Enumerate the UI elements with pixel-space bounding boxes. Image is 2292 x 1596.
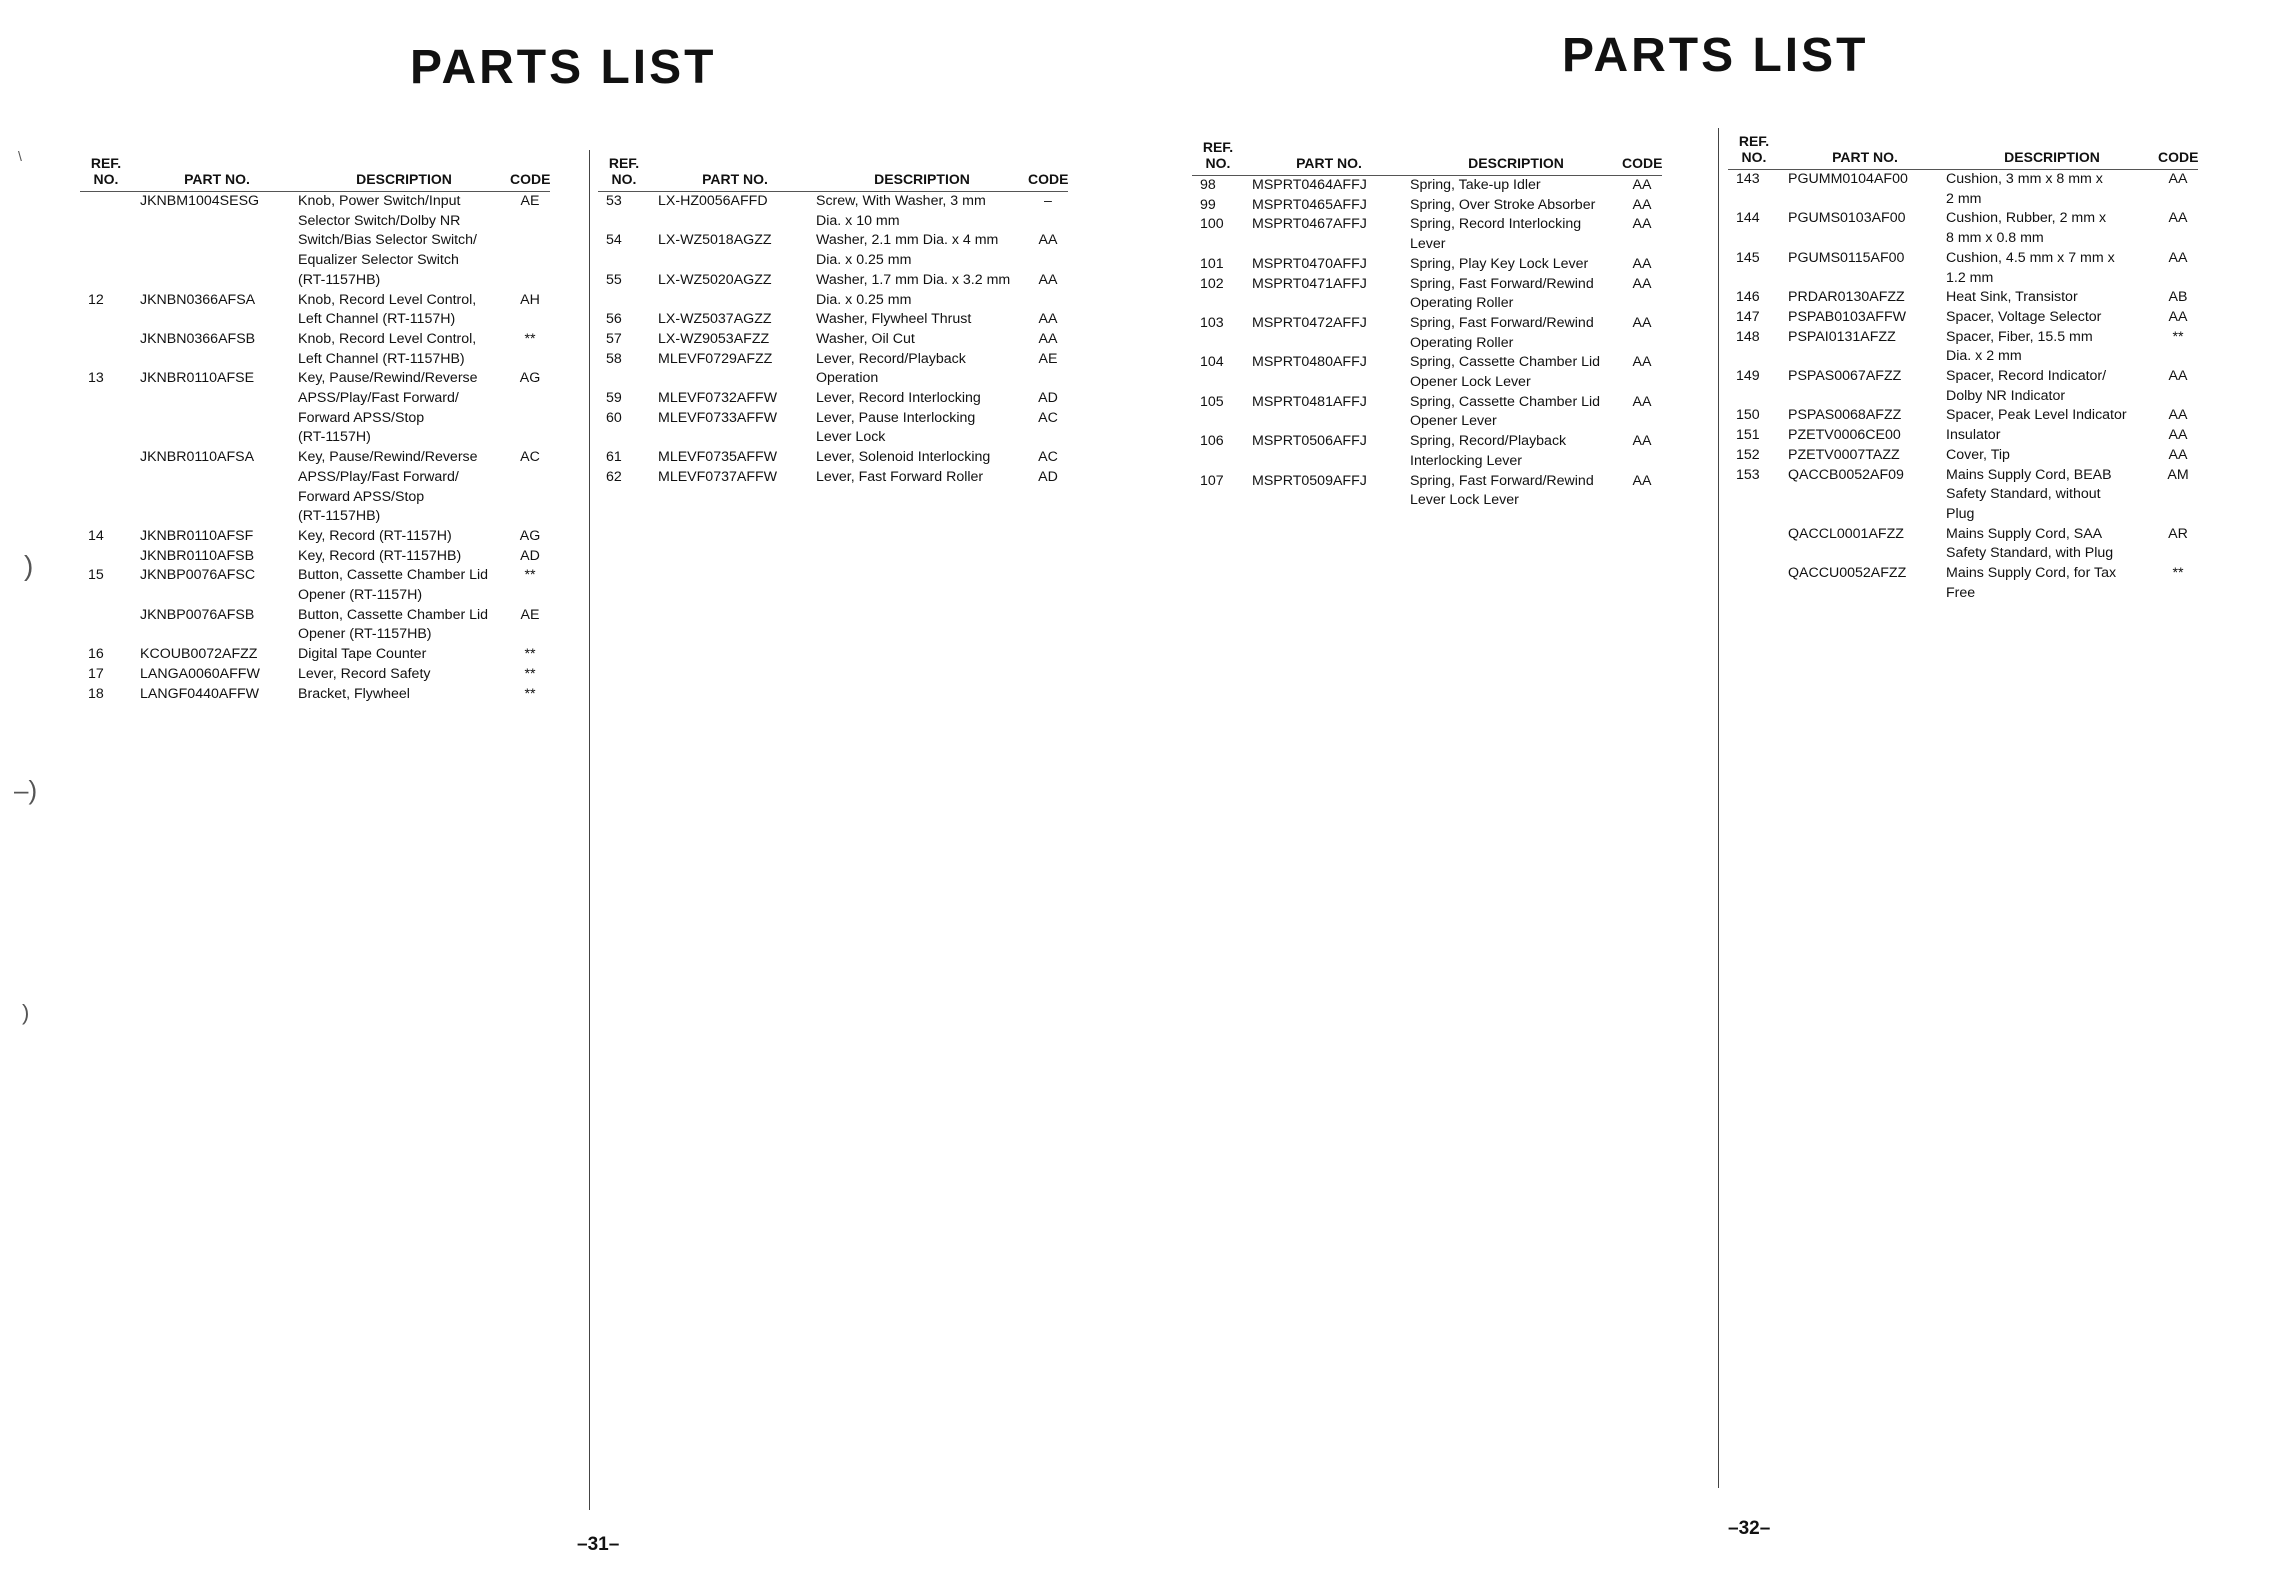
price-code: ** [524, 330, 536, 347]
ref-no: 103 [1200, 314, 1224, 331]
table-row [1728, 367, 2198, 406]
price-code: AE [520, 193, 540, 209]
table-row [80, 566, 550, 605]
table-row [1728, 249, 2198, 288]
header-description: DESCRIPTION [2004, 149, 2100, 165]
ref-no: 17 [88, 665, 104, 682]
table-row [80, 685, 550, 705]
description: Button, Cassette Chamber Lid Opener (RT-1157H) [298, 567, 489, 604]
table-row [1728, 406, 2198, 426]
ref-no: 102 [1200, 275, 1224, 292]
part-no: PGUMM0104AF00 [1788, 171, 1908, 187]
header-code: CODE [2158, 149, 2199, 165]
header-description: DESCRIPTION [356, 171, 452, 187]
price-code: AA [1632, 255, 1652, 272]
column-header [80, 150, 550, 192]
table-row [1192, 196, 1662, 216]
price-code: AH [520, 291, 540, 308]
part-no: MSPRT0480AFFJ [1252, 354, 1367, 371]
price-code: ** [524, 646, 536, 663]
table-row [80, 291, 550, 330]
description: Knob, Record Level Control, Left Channel (RT-1157H) [298, 291, 477, 328]
page-number: –31– [577, 1534, 620, 1555]
part-no: JKNBR0110AFSA [140, 449, 255, 466]
description: Spring, Fast Forward/Rewind Lever Lock Lever [1410, 472, 1594, 509]
description: Heat Sink, Transistor [1946, 289, 2078, 306]
price-code: AC [1038, 409, 1058, 426]
table-row [598, 330, 1068, 350]
price-code: AA [1038, 232, 1058, 249]
part-no: MLEVF0735AFFW [658, 449, 778, 466]
price-code: AA [2168, 171, 2188, 187]
ref-no: 54 [606, 232, 622, 249]
ref-no: 59 [606, 390, 622, 407]
part-no: JKNBM1004SESG [140, 193, 260, 209]
description: Mains Supply Cord, BEAB Safety Standard, without Plug [1946, 466, 2112, 522]
ref-no: 144 [1736, 210, 1760, 227]
part-no: MLEVF0737AFFW [658, 468, 778, 485]
price-code: AA [2168, 308, 2188, 325]
description: Washer, 1.7 mm Dia. x 3.2 mm Dia. x 0.25 mm [816, 271, 1011, 308]
table-row [1728, 446, 2198, 466]
page-32 [1146, 0, 2292, 1596]
price-code: AA [2168, 368, 2188, 385]
table-row [1192, 215, 1662, 254]
column-header [1728, 128, 2198, 170]
header-ref-no: REF. NO. [90, 155, 122, 187]
parts-column-3 [1192, 134, 1662, 511]
price-code: AR [2168, 525, 2188, 542]
parts-column-2 [598, 150, 1068, 488]
part-no: MSPRT0472AFFJ [1252, 314, 1367, 331]
description: Spring, Record/Playback Interlocking Lever [1410, 433, 1567, 469]
description: Mains Supply Cord, SAA Safety Standard, with Plug [1946, 525, 2114, 562]
ref-no: 150 [1736, 407, 1760, 424]
ref-no: 146 [1736, 289, 1760, 306]
header-part-no: PART NO. [702, 171, 768, 187]
price-code: ** [2172, 565, 2184, 582]
ref-no: 16 [88, 646, 104, 663]
part-no: MSPRT0509AFFJ [1252, 472, 1367, 489]
table-row [598, 468, 1068, 488]
description: Cushion, Rubber, 2 mm x 8 mm x 0.8 mm [1946, 210, 2107, 247]
column-header [598, 150, 1068, 192]
ref-no: 143 [1736, 171, 1760, 187]
description: Lever, Pause Interlocking Lever Lock [816, 409, 976, 446]
ref-no: 62 [606, 468, 622, 485]
part-no: MSPRT0481AFFJ [1252, 393, 1367, 410]
part-no: QACCL0001AFZZ [1788, 525, 1904, 542]
parts-rows [598, 192, 1068, 488]
description: Cushion, 3 mm x 8 mm x 2 mm [1946, 171, 2103, 207]
price-code: ** [524, 567, 536, 584]
description: Lever, Record/Playback Operation [816, 350, 966, 387]
price-code: AD [1038, 468, 1058, 485]
part-no: PSPAS0067AFZZ [1788, 368, 1902, 385]
table-row [80, 330, 550, 369]
description: Lever, Record Interlocking [816, 390, 981, 407]
part-no: MLEVF0733AFFW [658, 409, 778, 426]
ref-no: 57 [606, 330, 622, 347]
table-row [80, 369, 550, 448]
ref-no: 101 [1200, 255, 1224, 272]
price-code: AA [2168, 446, 2188, 463]
description: Spacer, Voltage Selector [1946, 308, 2102, 325]
description: Knob, Record Level Control, Left Channel (RT-1157HB) [298, 330, 477, 367]
table-row [1728, 170, 2198, 209]
description: Spring, Fast Forward/Rewind Operating Roller [1410, 275, 1594, 312]
table-row [598, 192, 1068, 231]
table-row [1192, 432, 1662, 471]
part-no: MLEVF0732AFFW [658, 390, 778, 407]
description: Key, Pause/Rewind/Reverse APSS/Play/Fast Forward/ Forward APSS/Stop (RT-1157H) [298, 370, 478, 446]
description: Spring, Cassette Chamber Lid Opener Lever [1410, 393, 1601, 430]
part-no: MLEVF0729AFZZ [658, 350, 773, 367]
ref-no: 152 [1736, 446, 1760, 463]
table-row [1192, 314, 1662, 353]
description: Key, Pause/Rewind/Reverse APSS/Play/Fast Forward/ Forward APSS/Stop (RT-1157HB) [298, 449, 478, 525]
part-no: MSPRT0506AFFJ [1252, 433, 1367, 450]
ref-no: 145 [1736, 249, 1760, 266]
price-code: AC [520, 449, 540, 466]
part-no: LX-WZ5037AGZZ [658, 311, 772, 328]
description: Button, Cassette Chamber Lid Opener (RT-1157HB) [298, 606, 489, 643]
part-no: JKNBP0076AFSB [140, 606, 255, 623]
price-code: AA [1632, 354, 1652, 371]
parts-column-4 [1728, 128, 2198, 603]
ref-no: 104 [1200, 354, 1224, 371]
ref-no: 60 [606, 409, 622, 426]
binding-mark: –) [14, 775, 38, 805]
binding-mark: ) [22, 1000, 30, 1025]
header-ref-no: REF. NO. [608, 155, 640, 187]
page-title: PARTS LIST [1562, 29, 1869, 82]
table-row [80, 606, 550, 645]
table-row [80, 448, 550, 527]
description: Lever, Fast Forward Roller [816, 468, 984, 485]
table-row [598, 448, 1068, 468]
ref-no: 153 [1736, 466, 1760, 483]
part-no: JKNBR0110AFSE [140, 370, 255, 387]
table-row [1192, 275, 1662, 314]
description: Screw, With Washer, 3 mm Dia. x 10 mm [816, 193, 986, 229]
part-no: KCOUB0072AFZZ [140, 646, 258, 663]
description: Spacer, Peak Level Indicator [1946, 407, 2127, 424]
part-no: JKNBN0366AFSA [140, 291, 256, 308]
part-no: MSPRT0471AFFJ [1252, 275, 1367, 292]
description: Spring, Play Key Lock Lever [1410, 255, 1589, 272]
ref-no: 148 [1736, 328, 1760, 345]
price-code: AA [2168, 249, 2188, 266]
price-code: AG [519, 527, 541, 544]
header-part-no: PART NO. [1296, 155, 1362, 171]
ref-no: 58 [606, 350, 622, 367]
description: Lever, Solenoid Interlocking [816, 449, 991, 466]
part-no: MSPRT0467AFFJ [1252, 216, 1367, 233]
price-code: AA [1038, 330, 1058, 347]
table-row [598, 271, 1068, 310]
ref-no: 18 [88, 685, 104, 702]
ref-no: 61 [606, 449, 622, 466]
price-code: ** [2172, 328, 2184, 345]
part-no: MSPRT0470AFFJ [1252, 255, 1367, 272]
description: Bracket, Flywheel [298, 685, 410, 702]
price-code: AA [1632, 177, 1652, 193]
column-divider [589, 150, 590, 1510]
price-code: AA [1632, 275, 1652, 292]
price-code: AM [2167, 466, 2189, 483]
header-code: CODE [1028, 171, 1069, 187]
ref-no: 107 [1200, 472, 1224, 489]
ref-no: 53 [606, 193, 622, 209]
ref-no: 55 [606, 271, 622, 288]
column-divider [1718, 128, 1719, 1488]
page-title: PARTS LIST [410, 41, 717, 94]
price-code: ** [524, 685, 536, 702]
part-no: PZETV0006CE00 [1788, 427, 1901, 444]
part-no: PGUMS0115AF00 [1788, 249, 1905, 266]
description: Digital Tape Counter [298, 646, 427, 663]
price-code: AD [520, 547, 540, 564]
table-row [1728, 426, 2198, 446]
part-no: PRDAR0130AFZZ [1788, 289, 1905, 306]
price-code: AA [1632, 393, 1652, 410]
description: Mains Supply Cord, for Tax Free [1946, 565, 2117, 601]
part-no: PSPAB0103AFFW [1788, 308, 1907, 325]
part-no: LX-WZ9053AFZZ [658, 330, 770, 347]
description: Spacer, Record Indicator/ Dolby NR Indicator [1946, 368, 2107, 404]
ref-no: 106 [1200, 433, 1224, 450]
parts-column-1 [80, 150, 550, 704]
part-no: JKNBP0076AFSC [140, 567, 256, 584]
part-no: PZETV0007TAZZ [1788, 446, 1900, 463]
description: Washer, 2.1 mm Dia. x 4 mm Dia. x 0.25 mm [816, 232, 999, 269]
price-code: AA [1038, 311, 1058, 328]
table-row [80, 645, 550, 665]
description: Cover, Tip [1946, 446, 2010, 463]
part-no: QACCB0052AF09 [1788, 466, 1904, 483]
price-code: AB [2168, 289, 2188, 306]
table-row [1192, 353, 1662, 392]
price-code: – [1044, 193, 1052, 209]
description: Lever, Record Safety [298, 665, 431, 682]
parts-rows [80, 192, 550, 704]
ref-no: 105 [1200, 393, 1224, 410]
table-row [1192, 176, 1662, 196]
price-code: AG [519, 370, 541, 387]
ref-no: 149 [1736, 368, 1760, 385]
part-no: JKNBN0366AFSB [140, 330, 256, 347]
description: Washer, Oil Cut [816, 330, 915, 347]
table-row [1728, 328, 2198, 367]
price-code: AC [1038, 449, 1058, 466]
ref-no: 15 [88, 567, 104, 584]
header-part-no: PART NO. [1832, 149, 1898, 165]
table-row [1728, 288, 2198, 308]
ref-no: 151 [1736, 427, 1760, 444]
part-no: MSPRT0464AFFJ [1252, 177, 1367, 193]
description: Key, Record (RT-1157HB) [298, 547, 462, 564]
table-row [1728, 525, 2198, 564]
price-code: AA [1632, 472, 1652, 489]
price-code: AA [1632, 216, 1652, 233]
price-code: AA [1038, 271, 1058, 288]
description: Cushion, 4.5 mm x 7 mm x 1.2 mm [1946, 249, 2115, 286]
header-code: CODE [510, 171, 551, 187]
page-number: –32– [1728, 1518, 1771, 1539]
table-row [1728, 308, 2198, 328]
part-no: LX-WZ5018AGZZ [658, 232, 772, 249]
header-ref-no: REF. NO. [1202, 139, 1234, 171]
parts-rows [1728, 170, 2198, 603]
description: Washer, Flywheel Thrust [816, 311, 972, 328]
price-code: AA [1632, 314, 1652, 331]
table-row [598, 389, 1068, 409]
table-row [598, 310, 1068, 330]
price-code: AA [1632, 433, 1652, 450]
table-row [80, 665, 550, 685]
table-row [1192, 472, 1662, 511]
price-code: AA [2168, 210, 2188, 227]
ref-no: 56 [606, 311, 622, 328]
price-code: AD [1038, 390, 1058, 407]
price-code: AE [1038, 350, 1058, 367]
ref-no: 98 [1200, 177, 1216, 193]
description: Spring, Cassette Chamber Lid Opener Lock Lever [1410, 354, 1601, 391]
description: Insulator [1946, 427, 2001, 444]
part-no: QACCU0052AFZZ [1788, 565, 1907, 582]
description: Spring, Over Stroke Absorber [1410, 196, 1596, 213]
table-row [80, 547, 550, 567]
part-no: MSPRT0465AFFJ [1252, 196, 1367, 213]
part-no: LX-HZ0056AFFD [658, 193, 768, 209]
table-row [1728, 564, 2198, 603]
table-row [1192, 255, 1662, 275]
header-description: DESCRIPTION [874, 171, 970, 187]
parts-rows [1192, 176, 1662, 511]
description: Spring, Take-up Idler [1410, 177, 1541, 193]
ref-no: 12 [88, 291, 104, 308]
ref-no: 100 [1200, 216, 1224, 233]
table-row [1192, 393, 1662, 432]
part-no: JKNBR0110AFSB [140, 547, 255, 564]
part-no: LANGA0060AFFW [140, 665, 260, 682]
part-no: LANGF0440AFFW [140, 685, 260, 702]
header-part-no: PART NO. [184, 171, 250, 187]
price-code: AE [520, 606, 540, 623]
table-row [1728, 466, 2198, 525]
column-header [1192, 134, 1662, 176]
header-ref-no: REF. NO. [1738, 133, 1770, 165]
ref-no: 147 [1736, 308, 1760, 325]
price-code: ** [524, 665, 536, 682]
description: Spring, Record Interlocking Lever [1410, 216, 1582, 253]
table-row [598, 350, 1068, 389]
header-description: DESCRIPTION [1468, 155, 1564, 171]
table-row [80, 192, 550, 291]
table-row [598, 231, 1068, 270]
price-code: AA [1632, 196, 1652, 213]
part-no: PSPAI0131AFZZ [1788, 328, 1896, 345]
description: Key, Record (RT-1157H) [298, 527, 452, 544]
ref-no: 99 [1200, 196, 1216, 213]
description: Spacer, Fiber, 15.5 mm Dia. x 2 mm [1946, 328, 2093, 365]
ref-no: 14 [88, 527, 104, 544]
price-code: AA [2168, 427, 2188, 444]
binding-mark: ) [24, 550, 34, 581]
description: Knob, Power Switch/Input Selector Switch/Dolby NR Switch/Bias Selector Switch/ Equalizer Selector Switch (RT-1157HB) [298, 193, 477, 288]
table-row [1728, 209, 2198, 248]
header-code: CODE [1622, 155, 1663, 171]
ref-no: 13 [88, 370, 104, 387]
table-row [598, 409, 1068, 448]
part-no: JKNBR0110AFSF [140, 527, 254, 544]
part-no: LX-WZ5020AGZZ [658, 271, 772, 288]
description: Spring, Fast Forward/Rewind Operating Roller [1410, 314, 1594, 351]
part-no: PSPAS0068AFZZ [1788, 407, 1902, 424]
part-no: PGUMS0103AF00 [1788, 210, 1906, 227]
price-code: AA [2168, 407, 2188, 424]
table-row [80, 527, 550, 547]
binding-mark: \ [18, 148, 22, 164]
